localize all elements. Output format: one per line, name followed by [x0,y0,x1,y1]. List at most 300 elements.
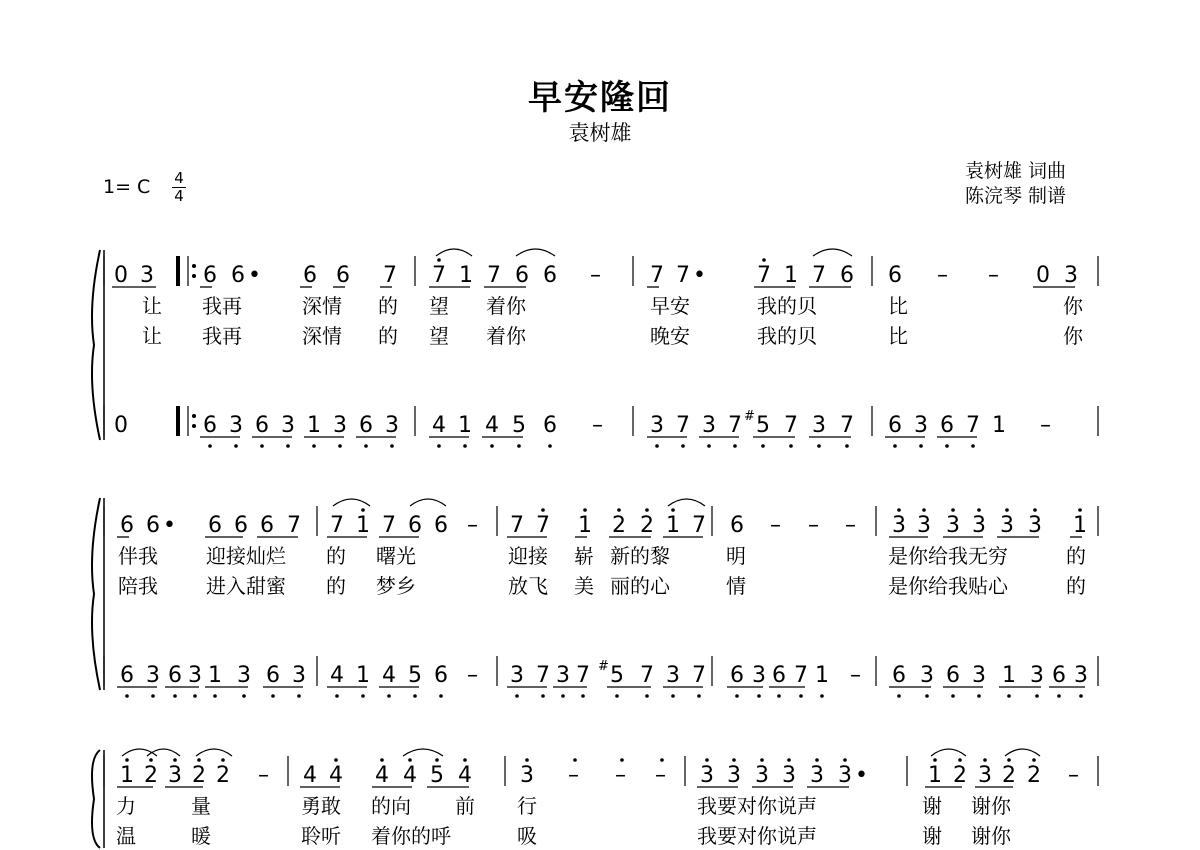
accompaniment-note: 7 [840,413,854,438]
high-octave-dot [732,758,736,762]
accompaniment-note: 5 [408,663,422,688]
high-octave-dot [437,258,441,262]
melody-note: 6 [336,263,350,288]
accompaniment-note: 1 [992,413,1006,438]
low-octave-dot [242,694,246,698]
slur [516,249,555,256]
low-octave-dot [1079,694,1083,698]
low-octave-dot [439,694,443,698]
melody-note: 3 [946,513,960,538]
melody-note: 3 [838,763,852,788]
lyric-verse-2: 谢你 [971,824,1011,848]
lyric-verse-2: 进入甜蜜 [206,574,286,598]
low-octave-dot [338,444,342,448]
lyric-verse-1: 伴我 [118,544,158,568]
accompaniment-note: 1 [307,413,321,438]
lyric-verse-1: 我的贝 [757,294,817,318]
melody-note: 3 [168,763,182,788]
low-octave-dot [125,694,129,698]
melody-note: 6 [208,513,222,538]
melody-note: 6 [234,513,248,538]
low-octave-dot [515,694,519,698]
repeat-dot [192,274,196,278]
accompaniment-note: 6 [730,663,744,688]
accompaniment-note: 5 [756,413,770,438]
lyric-verse-2: 放飞 [508,574,548,598]
high-octave-dot [660,758,664,762]
high-octave-dot [334,758,338,762]
melody-note: 6 [730,513,744,538]
accompaniment-note: 6 [266,663,280,688]
high-octave-dot [787,758,791,762]
melody-note: 7 [287,513,301,538]
melody-note: 7 [432,263,446,288]
lyric-verse-1: 比 [888,294,908,318]
low-octave-dot [951,694,955,698]
accompaniment-note: – [1040,413,1051,438]
high-octave-dot [760,758,764,762]
slur [1005,749,1040,756]
low-octave-dot [390,444,394,448]
low-octave-dot [645,694,649,698]
high-octave-dot [762,258,766,262]
melody-note: 7 [487,263,501,288]
high-octave-dot [620,758,624,762]
melody-note: 4 [375,763,389,788]
melody-note: – [770,513,781,538]
lyric-verse-1: 的 [326,544,346,568]
lyric-verse-1: 深情 [302,294,342,318]
melody-note: 3 [755,763,769,788]
lyric-verse-2: 的 [326,574,346,598]
repeat-dot [192,424,196,428]
low-octave-dot [335,694,339,698]
melody-note: 3 [700,763,714,788]
high-octave-dot [705,758,709,762]
low-octave-dot [1035,694,1039,698]
lyric-verse-1: 我要对你说声 [697,794,817,818]
time-signature-bottom: 4 [174,187,184,205]
high-octave-dot [933,758,937,762]
accompaniment-note: 7 [728,413,742,438]
melody-note: 1 [356,513,370,538]
lyric-verse-1: 望 [429,294,449,318]
low-octave-dot [361,694,365,698]
accompaniment-note: 4 [382,663,396,688]
lyric-verse-2: 情 [726,574,746,598]
high-octave-dot [1007,758,1011,762]
low-octave-dot [387,694,391,698]
accompaniment-note: 3 [333,413,347,438]
slur [333,499,370,506]
high-octave-dot [408,758,412,762]
melody-note: 7 [383,263,397,288]
slur [813,249,852,256]
transcriber-credit: 陈浣琴 制谱 [965,185,1067,207]
melody-note: – [655,763,666,788]
low-octave-dot [260,444,264,448]
accompaniment-note: 3 [702,413,716,438]
melody-note: 3 [892,513,906,538]
slur [436,249,472,256]
melody-note: 7 [757,263,771,288]
melody-note: – [590,263,601,288]
melody-note: 2 [1002,763,1016,788]
melody-note: 3 [727,763,741,788]
accompaniment-note: 6 [203,413,217,438]
accompaniment-note: 1 [356,663,370,688]
accompaniment-note: 6 [940,413,954,438]
lyric-verse-2: 让 [142,324,162,348]
melody-note: 3 [520,763,534,788]
low-octave-dot [297,694,301,698]
low-octave-dot [541,694,545,698]
lyric-verse-1: 让 [142,294,162,318]
high-octave-dot [1033,508,1037,512]
melody-note: 4 [458,763,472,788]
low-octave-dot [655,444,659,448]
slur [122,749,157,756]
accompaniment-note: 6 [888,413,902,438]
low-octave-dot [561,694,565,698]
high-octave-dot [922,508,926,512]
melody-note: – [808,513,819,538]
high-octave-dot [983,758,987,762]
melody-note: 3 [917,513,931,538]
accompaniment-note: – [850,663,861,688]
melody-note: 7 [330,513,344,538]
lyric-verse-1: 力 [116,794,136,818]
melody-note: 2 [953,763,967,788]
low-octave-dot [681,444,685,448]
low-octave-dot [971,444,975,448]
accompaniment-note: 7 [536,663,550,688]
accompaniment-note: 3 [188,663,202,688]
slur [147,749,180,756]
lyric-verse-1: 行 [517,794,537,818]
lyric-verse-2: 你 [1063,324,1083,348]
accompaniment-note: 3 [292,663,306,688]
accompaniment-note: 4 [330,663,344,688]
low-octave-dot [437,444,441,448]
singer-name: 袁树雄 [568,121,632,145]
low-octave-dot [757,694,761,698]
melody-note: 3 [1064,263,1078,288]
low-octave-dot [817,444,821,448]
accompaniment-note: 3 [385,413,399,438]
low-octave-dot [615,694,619,698]
lyric-verse-2: 的 [378,324,398,348]
lyric-verse-2: 我的贝 [757,324,817,348]
lyric-verse-1: 谢 [922,794,942,818]
melody-note: 1 [578,513,592,538]
accompaniment-note: 6 [120,663,134,688]
low-octave-dot [789,444,793,448]
high-octave-dot [221,758,225,762]
low-octave-dot [208,444,212,448]
accompaniment-note: 6 [1052,663,1066,688]
high-octave-dot [671,508,675,512]
high-octave-dot [541,508,545,512]
accompaniment-note: 6 [892,663,906,688]
melody-note: 6 [303,263,317,288]
low-octave-dot [977,694,981,698]
lyric-verse-2: 丽的心 [610,574,670,598]
accompaniment-note: 3 [1030,663,1044,688]
melody-note: 3 [782,763,796,788]
high-octave-dot [1005,508,1009,512]
melody-note: 1 [1073,513,1087,538]
high-octave-dot [149,758,153,762]
lyric-verse-2: 的 [1066,574,1086,598]
low-octave-dot [413,694,417,698]
high-octave-dot [1078,508,1082,512]
lyric-verse-1: 明 [726,544,746,568]
lyric-verse-2: 吸 [517,824,537,848]
accompaniment-note: 7 [966,413,980,438]
system-brace [92,250,100,440]
melody-note: 1 [120,763,134,788]
accompaniment-note: 6 [359,413,373,438]
melody-note: 3 [810,763,824,788]
low-octave-dot [919,444,923,448]
low-octave-dot [707,444,711,448]
accompaniment-note: 3 [229,413,243,438]
low-octave-dot [897,694,901,698]
lyric-verse-1: 着你 [486,294,526,318]
melody-note: 7 [676,263,690,288]
high-octave-dot [197,758,201,762]
melody-note: 6 [203,263,217,288]
low-octave-dot [548,444,552,448]
low-octave-dot [893,444,897,448]
accompaniment-note: 3 [556,663,570,688]
melody-note: 6 [408,513,422,538]
melody-note: 3 [978,763,992,788]
system-brace [92,498,100,690]
low-octave-dot [271,694,275,698]
lyric-verse-1: 勇敢 [301,794,341,818]
key-signature: 1= C [103,176,151,198]
low-octave-dot [1057,694,1061,698]
accompaniment-note: 1 [458,413,472,438]
accompaniment-note: 7 [794,663,808,688]
high-octave-dot [617,508,621,512]
sharp-sign: # [744,409,755,424]
lyric-verse-2: 我再 [202,324,242,348]
lyric-verse-1: 你 [1063,294,1083,318]
accompaniment-note: 7 [676,413,690,438]
low-octave-dot [761,444,765,448]
high-octave-dot [843,758,847,762]
lyric-verse-2: 谢 [922,824,942,848]
accompaniment-note: 3 [812,413,826,438]
accompaniment-note: 5 [512,413,526,438]
low-octave-dot [173,694,177,698]
lyric-verse-2: 深情 [302,324,342,348]
high-octave-dot [573,758,577,762]
lyric-verse-1: 新的黎 [610,544,670,568]
low-octave-dot [312,444,316,448]
lyric-verse-1: 是你给我无穷 [888,544,1008,568]
accompaniment-note: 4 [485,413,499,438]
melody-note: 6 [260,513,274,538]
accompaniment-note: 3 [146,663,160,688]
melody-note: 1 [459,263,473,288]
lyricist-composer-credit: 袁树雄 词曲 [965,160,1067,182]
low-octave-dot [945,444,949,448]
low-octave-dot [735,694,739,698]
melody-note: 7 [650,263,664,288]
high-octave-dot [435,758,439,762]
high-octave-dot [815,758,819,762]
lyric-verse-2: 晚安 [650,324,690,348]
melody-note: 7 [510,513,524,538]
melody-note: • [855,763,868,788]
accompaniment-note: 3 [650,413,664,438]
high-octave-dot [173,758,177,762]
repeat-dot [192,414,196,418]
lyric-verse-2: 望 [429,324,449,348]
melody-note: 2 [640,513,654,538]
melody-note: 2 [216,763,230,788]
system-brace [92,750,100,848]
accompaniment-note: 6 [543,413,557,438]
low-octave-dot [671,694,675,698]
high-octave-dot [1032,758,1036,762]
melody-note: 0 [1036,263,1050,288]
melody-note: – [845,513,856,538]
melody-note: 3 [1000,513,1014,538]
melody-note: • [163,513,176,538]
low-octave-dot [581,694,585,698]
melody-note: 6 [840,263,854,288]
melody-note: 6 [120,513,134,538]
melody-note: 6 [146,513,160,538]
accompaniment-note: 3 [920,663,934,688]
accompaniment-note: 6 [434,663,448,688]
melody-note: 3 [140,263,154,288]
melody-note: 4 [403,763,417,788]
high-octave-dot [958,758,962,762]
melody-note: 0 [114,263,128,288]
lyric-verse-1: 崭 [574,544,594,568]
accompaniment-note: 4 [432,413,446,438]
low-octave-dot [1007,694,1011,698]
sharp-sign: # [598,659,609,674]
melody-note: 1 [666,513,680,538]
accompaniment-note: 3 [972,663,986,688]
lyric-verse-1: 迎接灿烂 [206,544,286,568]
melody-note: 7 [812,263,826,288]
melody-note: 6 [434,513,448,538]
lyric-verse-1: 早安 [650,294,690,318]
melody-note: 6 [515,263,529,288]
accompaniment-note: 6 [946,663,960,688]
melody-note: – [988,263,999,288]
accompaniment-note: 1 [815,663,829,688]
accompaniment-note: 7 [640,663,654,688]
slur [410,499,446,506]
accompaniment-note: 1 [208,663,222,688]
high-octave-dot [583,508,587,512]
low-octave-dot [799,694,803,698]
melody-note: 1 [784,263,798,288]
high-octave-dot [380,758,384,762]
lyric-verse-1: 的向 [371,794,411,818]
low-octave-dot [733,444,737,448]
lyric-verse-2: 梦乡 [376,574,416,598]
lyric-verse-2: 着你 [486,324,526,348]
lyric-verse-2: 着你的呼 [371,824,451,848]
melody-note: 6 [888,263,902,288]
accompaniment-note: 0 [114,413,128,438]
accompaniment-note: 3 [237,663,251,688]
melody-note: 4 [329,763,343,788]
accompaniment-note: 6 [168,663,182,688]
accompaniment-note: 3 [752,663,766,688]
low-octave-dot [364,444,368,448]
melody-note: 7 [536,513,550,538]
high-octave-dot [525,758,529,762]
accompaniment-note: 5 [610,663,624,688]
time-signature-top: 4 [174,169,184,187]
lyric-verse-2: 我要对你说声 [697,824,817,848]
slur [196,749,232,756]
lyric-verse-2: 陪我 [118,574,158,598]
high-octave-dot [645,508,649,512]
melody-note: • [248,263,261,288]
high-octave-dot [897,508,901,512]
accompaniment-note: 3 [510,663,524,688]
melody-note: – [1068,763,1079,788]
accompaniment-note: – [467,663,478,688]
low-octave-dot [463,444,467,448]
melody-note: 6 [543,263,557,288]
lyric-verse-1: 曙光 [376,544,416,568]
low-octave-dot [193,694,197,698]
melody-note: 2 [192,763,206,788]
lyric-verse-1: 量 [191,794,211,818]
melody-note: 4 [303,763,317,788]
melody-note: • [693,263,706,288]
low-octave-dot [213,694,217,698]
low-octave-dot [490,444,494,448]
low-octave-dot [151,694,155,698]
low-octave-dot [234,444,238,448]
melody-note: 7 [692,513,706,538]
melody-note: 5 [430,763,444,788]
melody-note: 3 [1028,513,1042,538]
melody-note: 3 [972,513,986,538]
lyric-verse-2: 美 [574,574,594,598]
repeat-dot [192,264,196,268]
high-octave-dot [977,508,981,512]
accompaniment-note: 7 [784,413,798,438]
high-octave-dot [951,508,955,512]
low-octave-dot [820,694,824,698]
low-octave-dot [697,694,701,698]
low-octave-dot [777,694,781,698]
slur [403,749,443,756]
high-octave-dot [361,508,365,512]
accompaniment-note: 1 [1002,663,1016,688]
melody-note: – [937,263,948,288]
low-octave-dot [286,444,290,448]
melody-note: – [568,763,579,788]
accompaniment-note: 3 [1074,663,1088,688]
lyric-verse-2: 是你给我贴心 [888,574,1008,598]
